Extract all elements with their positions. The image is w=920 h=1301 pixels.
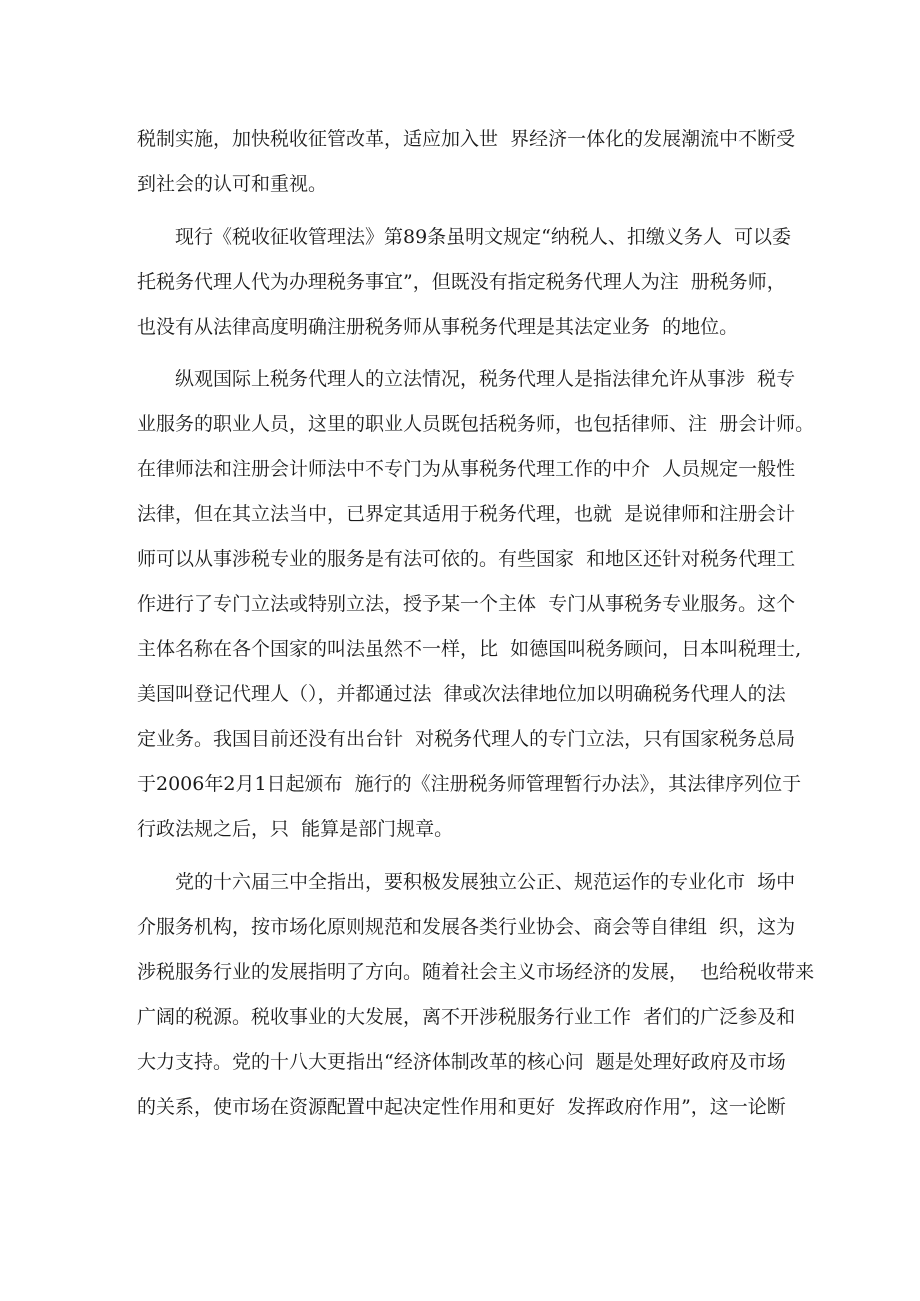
text-line: 托税务代理人代为办理税务事宜”，但既没有指定税务代理人为注 册税务师， — [137, 271, 786, 293]
text-line: 作进行了专门立法或特别立法，授予某一个主体 专门从事税务专业服务。这个 — [137, 593, 796, 615]
text-line: 也没有从法律高度明确注册税务师从事税务代理是其法定业务 的地位。 — [137, 316, 739, 338]
text-line: 的关系，使市场在资源配置中起决定性作用和更好 发挥政府作用”，这一论断 — [137, 1096, 786, 1118]
text-line: 广阔的税源。税收事业的大发展，离不开涉税服务行业工作 者们的广泛参及和 — [137, 1006, 796, 1028]
text-line: 税制实施，加快税收征管改革，适应加入世 界经济一体化的发展潮流中不断受 — [137, 128, 796, 150]
text-line: 行政法规之后，只 能算是部门规章。 — [137, 818, 454, 840]
text-line: 于2006年2月1日起颁布 施行的《注册税务师管理暂行办法》，其法律序列位于 — [137, 773, 802, 795]
paragraph-start-line: 党的十六届三中全指出，要积极发展独立公正、规范运作的专业化市 场中 — [175, 871, 796, 893]
text-line: 到社会的认可和重视。 — [137, 173, 328, 195]
text-line: 大力支持。党的十八大更指出“经济体制改革的核心问 题是处理好政府及市场 — [137, 1051, 786, 1073]
text-line: 涉税服务行业的发展指明了方向。随着社会主义市场经济的发展， 也给税收带来 — [137, 961, 815, 983]
text-line: 美国叫登记代理人（），并都通过法 律或次法律地位加以明确税务代理人的法 — [137, 683, 786, 705]
text-line: 业服务的职业人员，这里的职业人员既包括税务师，也包括律师、注 册会计师。 — [137, 413, 815, 435]
text-line: 介服务机构，按市场化原则规范和发展各类行业协会、商会等自律组 织，这为 — [137, 916, 796, 938]
text-line: 法律，但在其立法当中，已界定其适用于税务代理，也就 是说律师和注册会计 — [137, 503, 796, 525]
paragraph-start-line: 现行《税收征收管理法》第89条虽明文规定“纳税人、扣缴义务人 可以委 — [175, 226, 791, 248]
text-line: 在律师法和注册会计师法中不专门为从事税务代理工作的中介 人员规定一般性 — [137, 458, 796, 480]
paragraph-start-line: 纵观国际上税务代理人的立法情况，税务代理人是指法律允许从事涉 税专 — [175, 368, 796, 390]
text-line: 主体名称在各个国家的叫法虽然不一样，比 如德国叫税务顾问，日本叫税理士, — [137, 638, 802, 660]
text-line: 定业务。我国目前还没有出台针 对税务代理人的专门立法，只有国家税务总局 — [137, 728, 796, 750]
text-line: 师可以从事涉税专业的服务是有法可依的。有些国家 和地区还针对税务代理工 — [137, 548, 796, 570]
